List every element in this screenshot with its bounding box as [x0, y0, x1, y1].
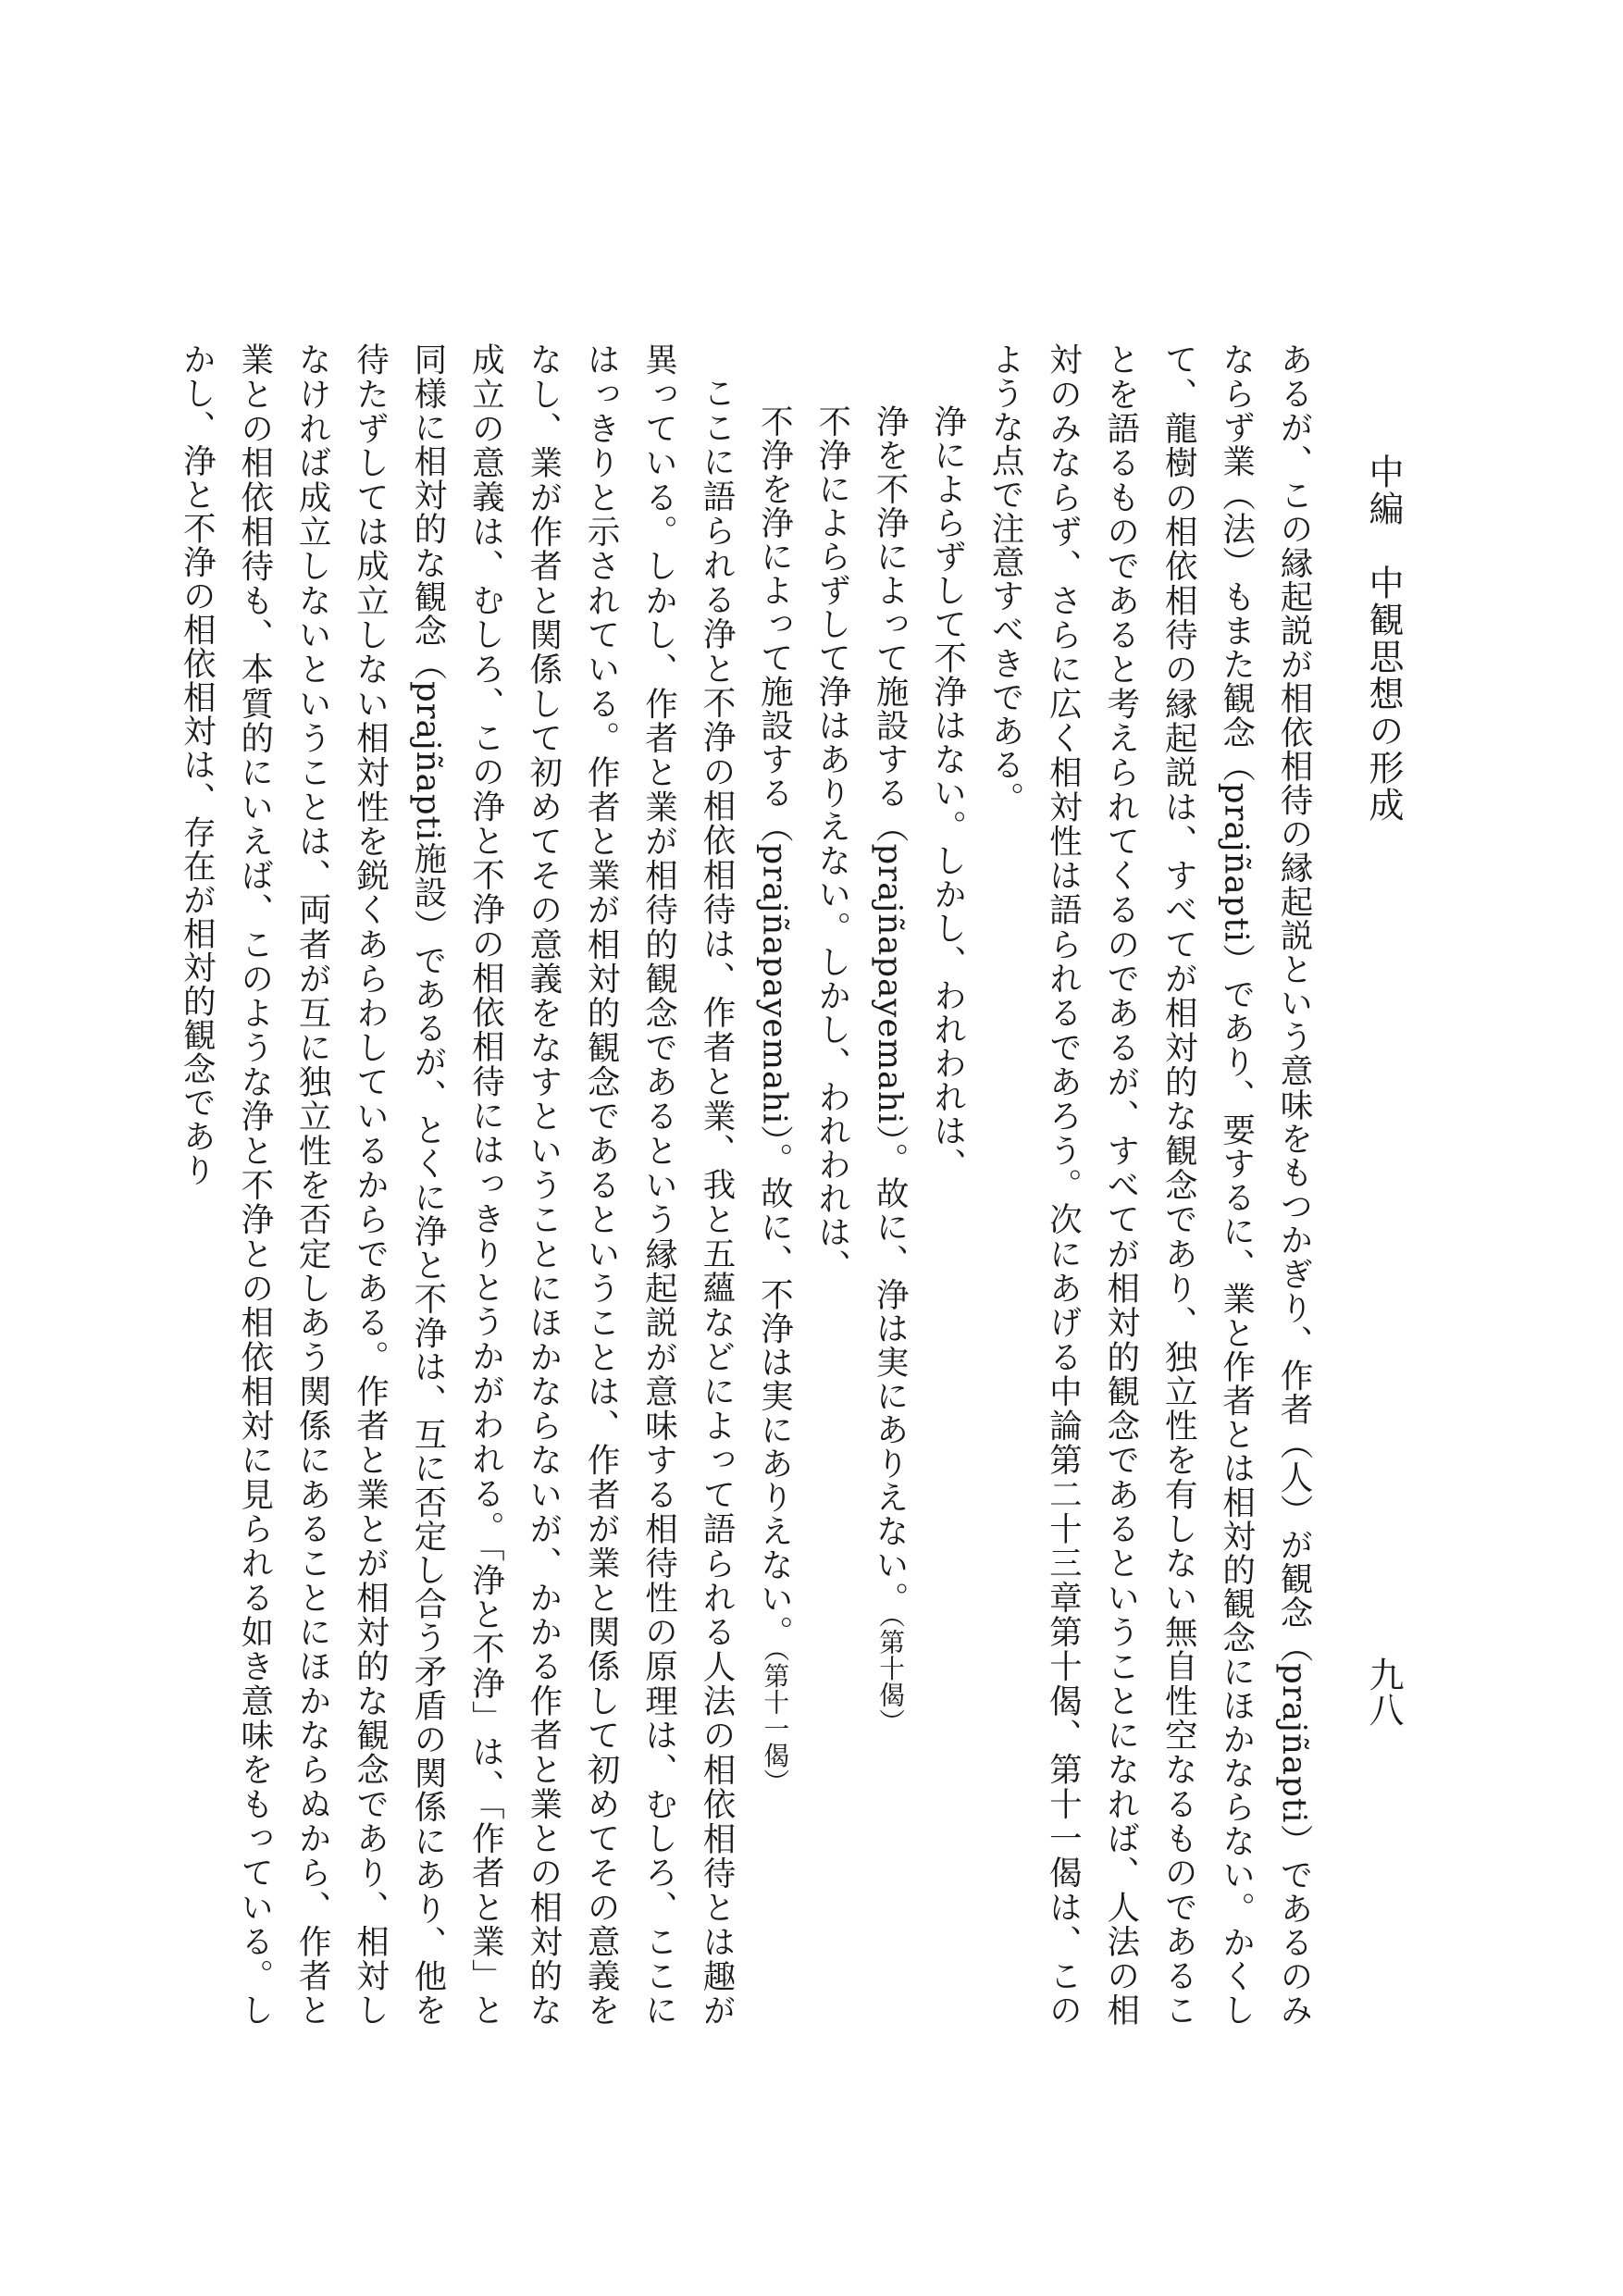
verse-line-text: 浄を不浄によって施設する（prajñapayemahi）。故に、浄は実にありえない。 [871, 404, 910, 1616]
verse-line-text: 不浄を浄によって施設する（prajñapayemahi）。故に、不浄は実にありえない。 [755, 404, 794, 1650]
verse-line-text: 浄によらずして不浄はない。しかし、われわれは、 [928, 404, 967, 1182]
verse-note: （第十一偈） [759, 1649, 790, 1796]
verse-line [861, 404, 918, 2027]
verse-note: （第十偈） [874, 1615, 906, 1736]
verse-line-text: 不浄によらずして浄はありえない。しかし、われわれは、 [812, 404, 851, 1284]
running-head [1356, 453, 1411, 1286]
body-text [178, 342, 1322, 2027]
paragraph: ここに語られる浄と不浄の相依相待は、作者と業、我と五蘊などによって語られる人法の相依相待とは趣が異っている。しかし、作者と業が相待的観念であるという縁起説が意味する相待性の原理は、むしろ、ここにはっきりと示されている。作者と業が相対的観念であるということは、作者が業と関係して初めてその意義をなし、業が作者と関係して初めてその意義をなすということにほかならないが、かかる作者と業との相対的な成立の意義は、むしろ、この浄と不浄の相依相待にはっきりとうかがわれる。「浄と不浄」は、「作者と業」と同様に相対的な観念（prajñapti施設）であるが、とくに浄と不浄は、互に否定し合う矛盾の関係にあり、他を待たずしては成立しない相対性を鋭くあらわしているからである。作者と業とが相対的な観念であり、相対しなければ成立しないということは、両者が互に独立性を否定しあう関係にあることにほかならぬから、作者と業との相依相待も、本質的にいえば、このような浄と不浄との相依相対に見られる如き意味をもっている。しかし、浄と不浄の相依相対は、存在が相対的観念であり [178, 342, 736, 2027]
verse-line [802, 404, 860, 2027]
paragraph-continued: あるが、この縁起説が相依相待の縁起説という意味をもつかぎり、作者（人）が観念（prajñapti）であるのみならず業（法）もまた観念（prajñapti）であり、要するに、業と作者とは相対的観念にほかならない。かくして、龍樹の相依相待の縁起説は、すべてが相対的な観念であり、独立性を有しない無自性空なるものであることを語るものであると考えられてくるのであるが、すべてが相対的観念であるということになれば、人法の相対のみならず、さらに広く相対性は語られるであろう。次にあげる中論第二十三章第十偈、第十一偈は、このような点で注意すべきである。 [985, 342, 1313, 2027]
verse-line [745, 404, 802, 2027]
page-number: 九八 [1363, 1657, 1404, 1727]
running-head-section: 中編 [1363, 453, 1404, 527]
verse-line [918, 404, 975, 2027]
running-head-title: 中観思想の形成 [1363, 565, 1404, 824]
verse-quotation [745, 342, 976, 2027]
